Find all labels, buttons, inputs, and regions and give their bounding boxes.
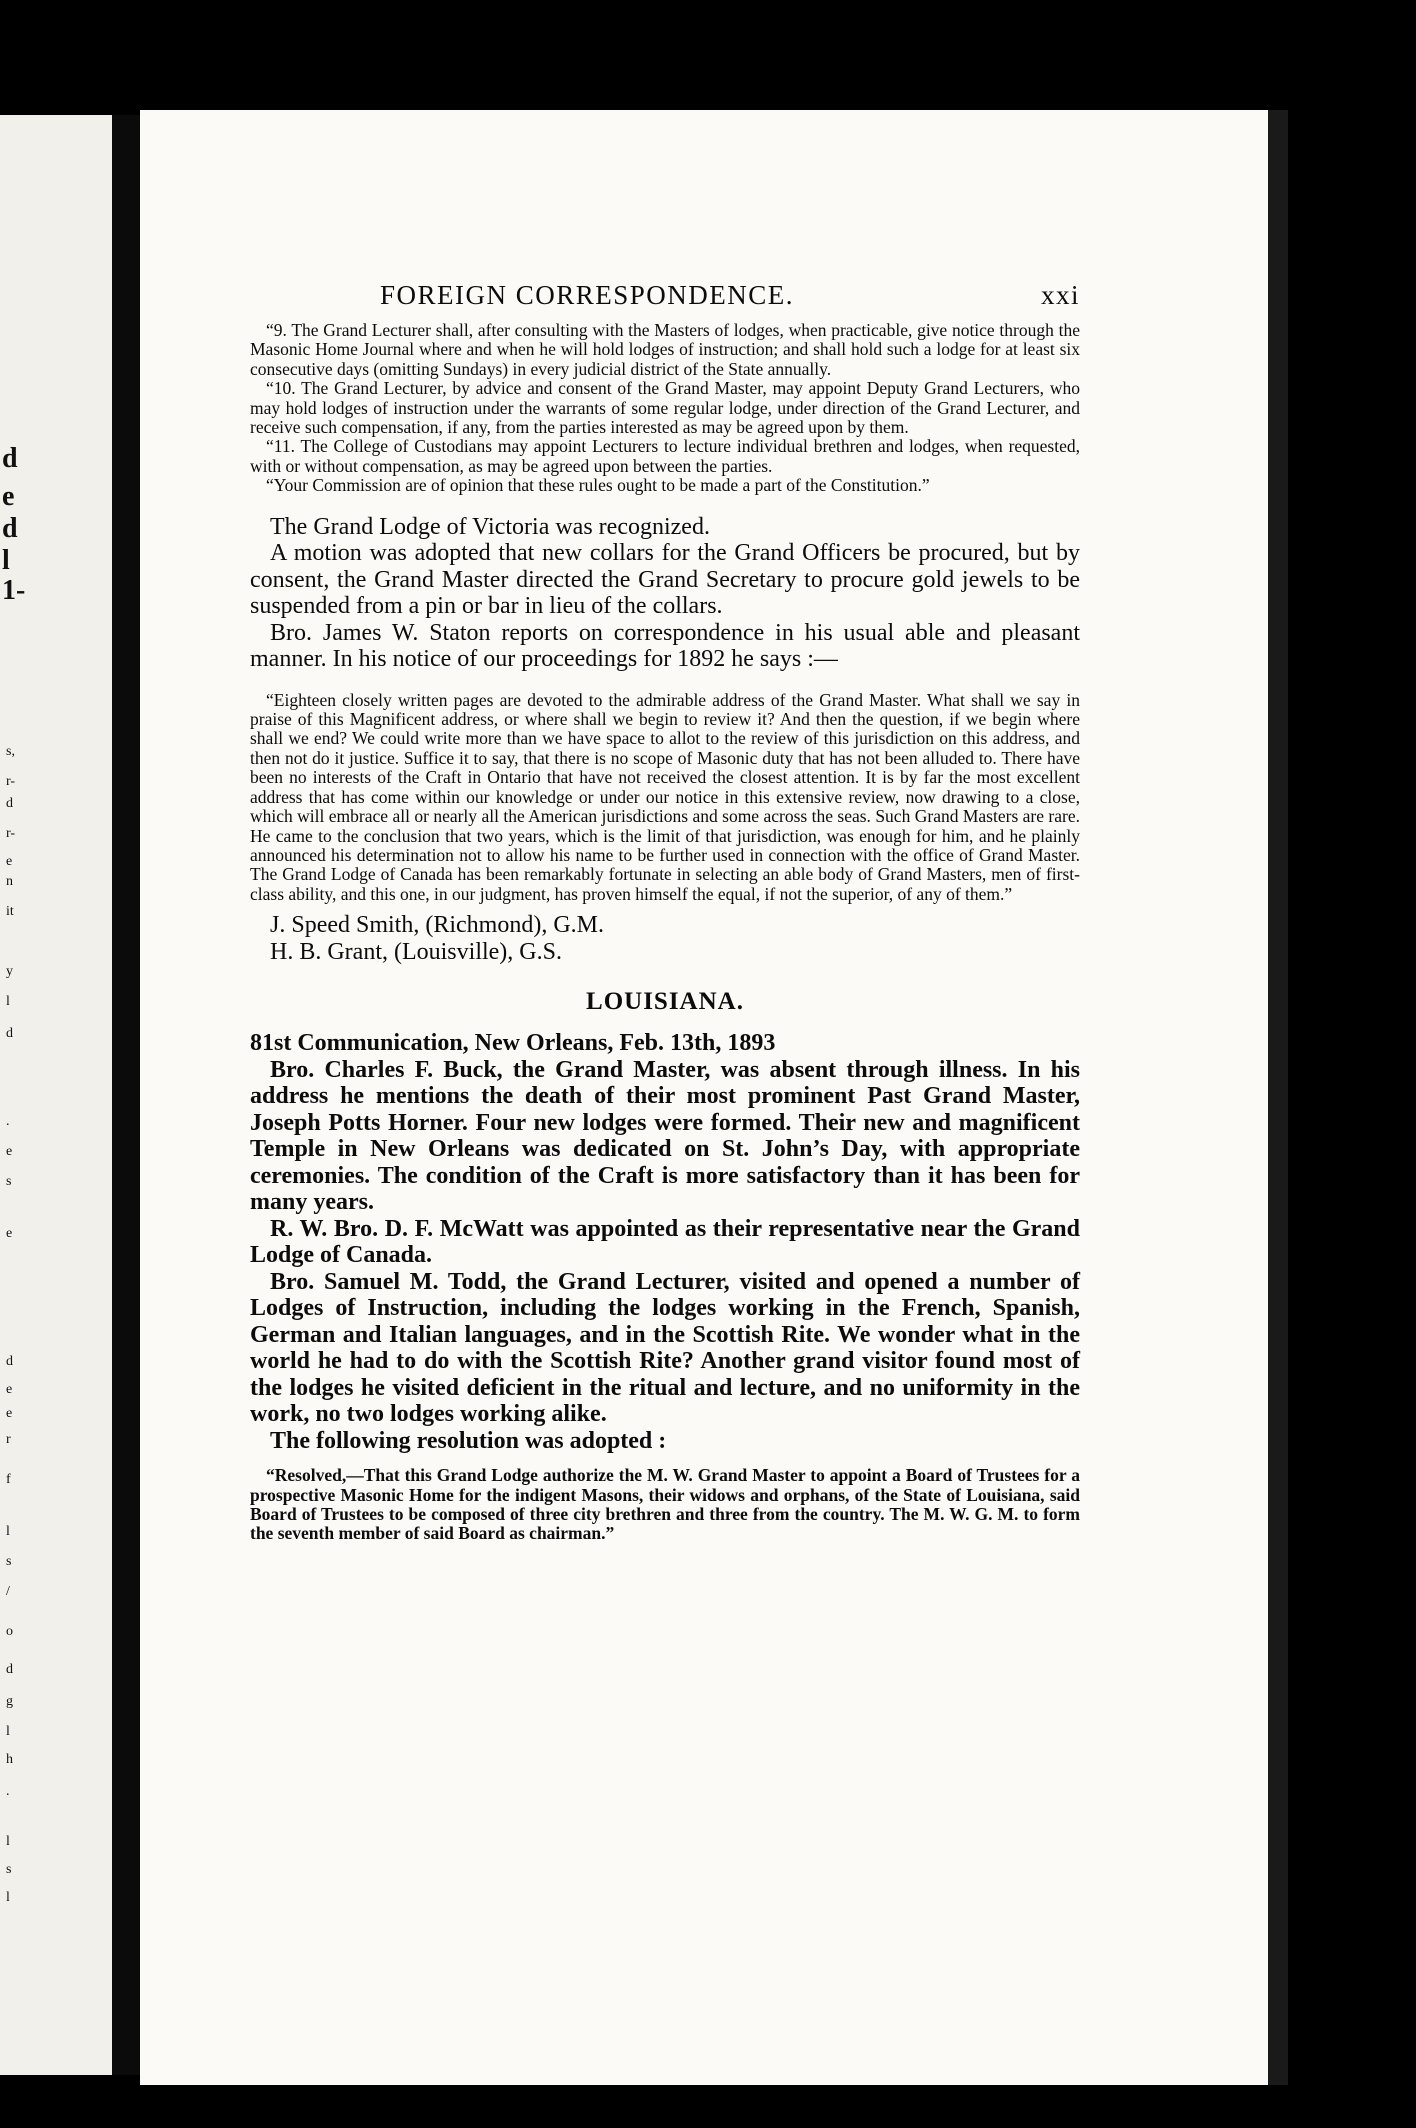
paragraph-buck: Bro. Charles F. Buck, the Grand Master, was absent through illness. In his address he mentions the death of their most prominent Past Grand Master, Joseph Potts Horner. Four new lodges were formed. Their new and magnificent Temple in New Orleans was dedicated on St. John’s Day, with appropriate ceremonies. The condition of the Craft is more satisfactory than it has been for many years.: [250, 1056, 1080, 1216]
left-fragment: l: [6, 1834, 10, 1849]
left-fragment: l: [2, 545, 10, 576]
paragraph-staton: Bro. James W. Staton reports on correspondence in his usual able and pleasant manner. In his notice of our proceedings for 1892 he says :—: [250, 619, 1080, 673]
paragraph-collars: A motion was adopted that new collars for the Grand Officers be procured, but by consent, the Grand Master directed the Grand Secretary to procure gold jewels to be suspended from a pin or bar in lieu of the collars.: [250, 540, 1080, 620]
left-fragment: /: [6, 1584, 10, 1599]
left-fragment: e: [6, 1382, 13, 1397]
page-content: [250, 280, 1080, 1544]
left-fragment: g: [6, 1694, 13, 1709]
left-fragment: e: [6, 1406, 13, 1421]
left-fragment: e: [2, 481, 15, 512]
rule-10: “10. The Grand Lecturer, by advice and consent of the Grand Master, may appoint Deputy Grand Lecturers, who may hold lodges of instruction under the warrants of some regular lodge, under direction of the Grand Lecturer, and receive such compensation, if any, from the parties interested as may be agreed upon by them.: [250, 378, 1080, 438]
left-fragment: d: [6, 1354, 13, 1369]
left-fragment: it: [6, 904, 14, 919]
left-fragment: r-: [6, 826, 16, 841]
left-fragment: n: [6, 874, 13, 889]
left-fragment: l: [6, 1524, 10, 1539]
page-number: xxi: [1040, 280, 1080, 310]
running-header: [250, 280, 1080, 311]
paragraph-victoria: The Grand Lodge of Victoria was recognized.: [270, 513, 710, 540]
section-title: LOUISIANA.: [586, 988, 744, 1016]
left-fragment: f: [6, 1472, 11, 1487]
left-fragment: .: [6, 1114, 10, 1129]
officer-grand-master: J. Speed Smith, (Richmond), G.M.: [270, 912, 604, 939]
paragraph-todd: Bro. Samuel M. Todd, the Grand Lecturer, visited and opened a number of Lodges of Instruction, including the lodges working in the French, Spanish, German and Italian languages, and in the Scottish Rite. We wonder what in the world he had to do with the Scottish Rite? Another grand visitor found most of the lodges he visited deficient in the ritual and lecture, and no uniformity in the work, no two lodges working alike.: [250, 1268, 1080, 1428]
resolution-block: [250, 1466, 1080, 1544]
left-page-edge: [0, 115, 112, 2075]
left-fragment: d: [2, 443, 18, 474]
left-fragment: o: [6, 1624, 13, 1639]
book-gutter: [112, 115, 140, 2075]
left-fragment: e: [6, 1226, 13, 1241]
left-fragment: .: [6, 1784, 10, 1799]
left-fragment: d: [6, 1662, 13, 1677]
left-fragment: e: [6, 854, 13, 869]
left-fragment: l: [6, 1890, 10, 1905]
paragraph-resolution-intro: The following resolution was adopted :: [270, 1427, 667, 1454]
communication-line: 81st Communication, New Orleans, Feb. 13th, 1893: [250, 1030, 776, 1057]
left-fragment: s: [6, 1554, 12, 1569]
left-fragment: l: [6, 994, 10, 1009]
rule-11: “11. The College of Custodians may appoint Lecturers to lecture individual brethren and lodges, when requested, with or without compensation, as may be agreed upon between the parties.: [250, 436, 1080, 476]
left-fragment: e: [6, 1144, 13, 1159]
left-fragment: d: [6, 1026, 13, 1041]
left-fragment: r-: [6, 774, 16, 789]
body-section-2: [250, 1030, 1080, 1454]
left-fragment: l: [6, 1724, 10, 1739]
left-fragment: d: [6, 796, 13, 811]
paragraph-mcwatt: R. W. Bro. D. F. McWatt was appointed as their representative near the Grand Lodge of Canada.: [250, 1215, 1080, 1269]
officer-grand-secretary: H. B. Grant, (Louisville), G.S.: [270, 939, 562, 966]
left-fragment: s: [6, 1174, 12, 1189]
commission-opinion: “Your Commission are of opinion that these rules ought to be made a part of the Constitution.”: [266, 475, 930, 496]
left-fragment: r: [6, 1432, 11, 1447]
quoted-rules: [250, 321, 1080, 496]
resolution-text: “Resolved,—That this Grand Lodge authorize the M. W. Grand Master to appoint a Board of Trustees for a prospective Masonic Home for the indigent Masons, their widows and orphans, of the State of Louisiana, said Board of Trustees to be composed of three city brethren and three from the country. The M. W. G. M. to form the seventh member of said Board as chairman.”: [250, 1465, 1080, 1544]
left-fragment: y: [6, 964, 13, 979]
rule-9: “9. The Grand Lecturer shall, after consulting with the Masters of lodges, when practicable, give notice through the Masonic Home Journal where and when he will hold lodges of instruction; and shall hold such a lodge for at least six consecutive days (omitting Sundays) in every judicial district of the State annually.: [250, 320, 1080, 379]
officers-list: [270, 912, 1080, 966]
left-fragment: 1-: [2, 575, 26, 606]
page-title: FOREIGN CORRESPONDENCE.: [380, 280, 795, 310]
left-fragment: s,: [6, 744, 15, 759]
left-fragment: h: [6, 1752, 13, 1767]
quote-text: “Eighteen closely written pages are devoted to the admirable address of the Grand Master. What shall we say in praise of this Magnificent address, or where shall we begin to review it? And then the question, if we begin where shall we end? We could write more than we have space to allot to the review of this jurisdiction on this address, and then not do it justice. Suffice it to say, that there is no scope of Masonic duty that has not been alluded to. There have been no interests of the Craft in Ontario that have not received the closest attention. It is by far the most excellent address that has come within our knowledge or under our notice in this extensive review, now drawing to a close, which will embrace all or nearly all the American jurisdictions and some across the seas. Such Grand Masters are rare. He came to the conclusion that two years, which is the limit of that jurisdiction, was enough for him, and he plainly announced his determination not to allow his name to be further used in connection with the office of Grand Master. The Grand Lodge of Canada has been remarkably fortunate in selecting an able body of Grand Masters, men of first-class ability, and this one, in our judgment, has proven himself the equal, if not the superior, of any of them.”: [250, 689, 1080, 904]
document-page: [140, 110, 1268, 2085]
left-fragment: d: [2, 513, 18, 544]
left-fragment: s: [6, 1862, 12, 1877]
quote-block: [250, 691, 1080, 904]
body-section-1: [250, 514, 1080, 673]
page-shadow: [1268, 110, 1288, 2085]
